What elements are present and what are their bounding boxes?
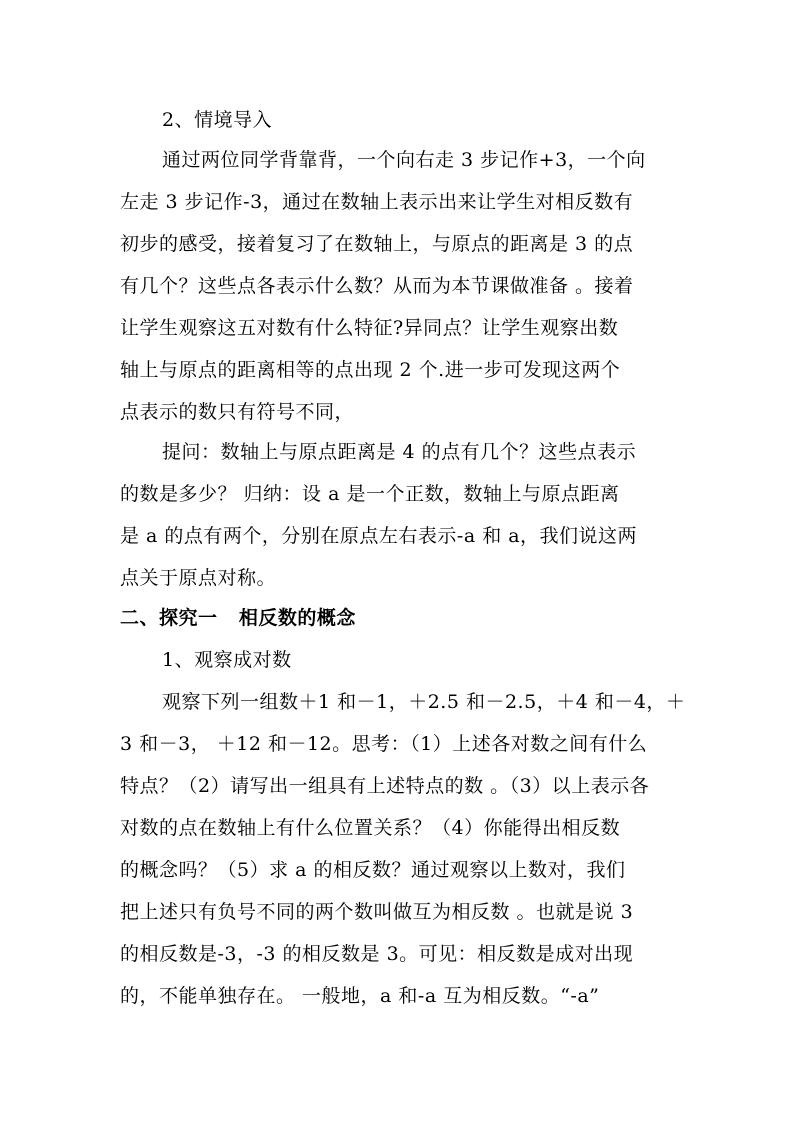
paragraph-line: 让学生观察这五对数有什么特征?异同点？让学生观察出数 <box>120 317 619 339</box>
paragraph-line: 通过两位同学背靠背，一个向右走 3 步记作+3，一个向 <box>162 149 646 171</box>
paragraph-line: 提问：数轴上与原点距离是 4 的点有几个？这些点表示 <box>162 441 637 463</box>
paragraph-line: 的数是多少？ 归纳：设 a 是一个正数，数轴上与原点距离 <box>120 483 620 505</box>
section-intro-title: 2、情境导入 <box>162 109 273 131</box>
paragraph-line: 是 a 的点有两个，分别在原点左右表示-a 和 a，我们说这两 <box>120 525 638 547</box>
sub-title: 1、观察成对数 <box>162 649 292 671</box>
paragraph-line: 的概念吗？（5）求 a 的相反数？通过观察以上数对，我们 <box>120 859 626 881</box>
paragraph-line: 的，不能单独存在。 一般地，a 和-a 互为相反数。“-a” <box>120 985 600 1007</box>
section-heading: 二、探究一 相反数的概念 <box>120 607 356 629</box>
paragraph-line: 对数的点在数轴上有什么位置关系？（4）你能得出相反数 <box>120 817 621 839</box>
paragraph-line: 初步的感受，接着复习了在数轴上，与原点的距离是 3 的点 <box>120 233 634 255</box>
paragraph-line: 点关于原点对称。 <box>120 567 277 589</box>
paragraph-line: 把上述只有负号不同的两个数叫做互为相反数 。也就是说 3 <box>120 901 634 923</box>
paragraph-line: 观察下列一组数＋1 和－1，＋2.5 和－2.5，＋4 和－4，＋ <box>162 691 686 713</box>
paragraph-line: 3 和－3， ＋12 和－12。思考：（1）上述各对数之间有什么 <box>120 733 648 755</box>
paragraph-line: 有几个？这些点各表示什么数？从而为本节课做准备 。接着 <box>120 275 634 297</box>
paragraph-line: 的相反数是-3，-3 的相反数是 3。可见：相反数是成对出现 <box>120 943 634 965</box>
paragraph-line: 点表示的数只有符号不同， <box>120 401 355 423</box>
paragraph-line: 特点？（2）请写出一组具有上述特点的数 。（3）以上表示各 <box>120 775 650 797</box>
paragraph-line: 左走 3 步记作-3，通过在数轴上表示出来让学生对相反数有 <box>120 191 634 213</box>
paragraph-line: 轴上与原点的距离相等的点出现 2 个.进一步可发现这两个 <box>120 359 621 381</box>
